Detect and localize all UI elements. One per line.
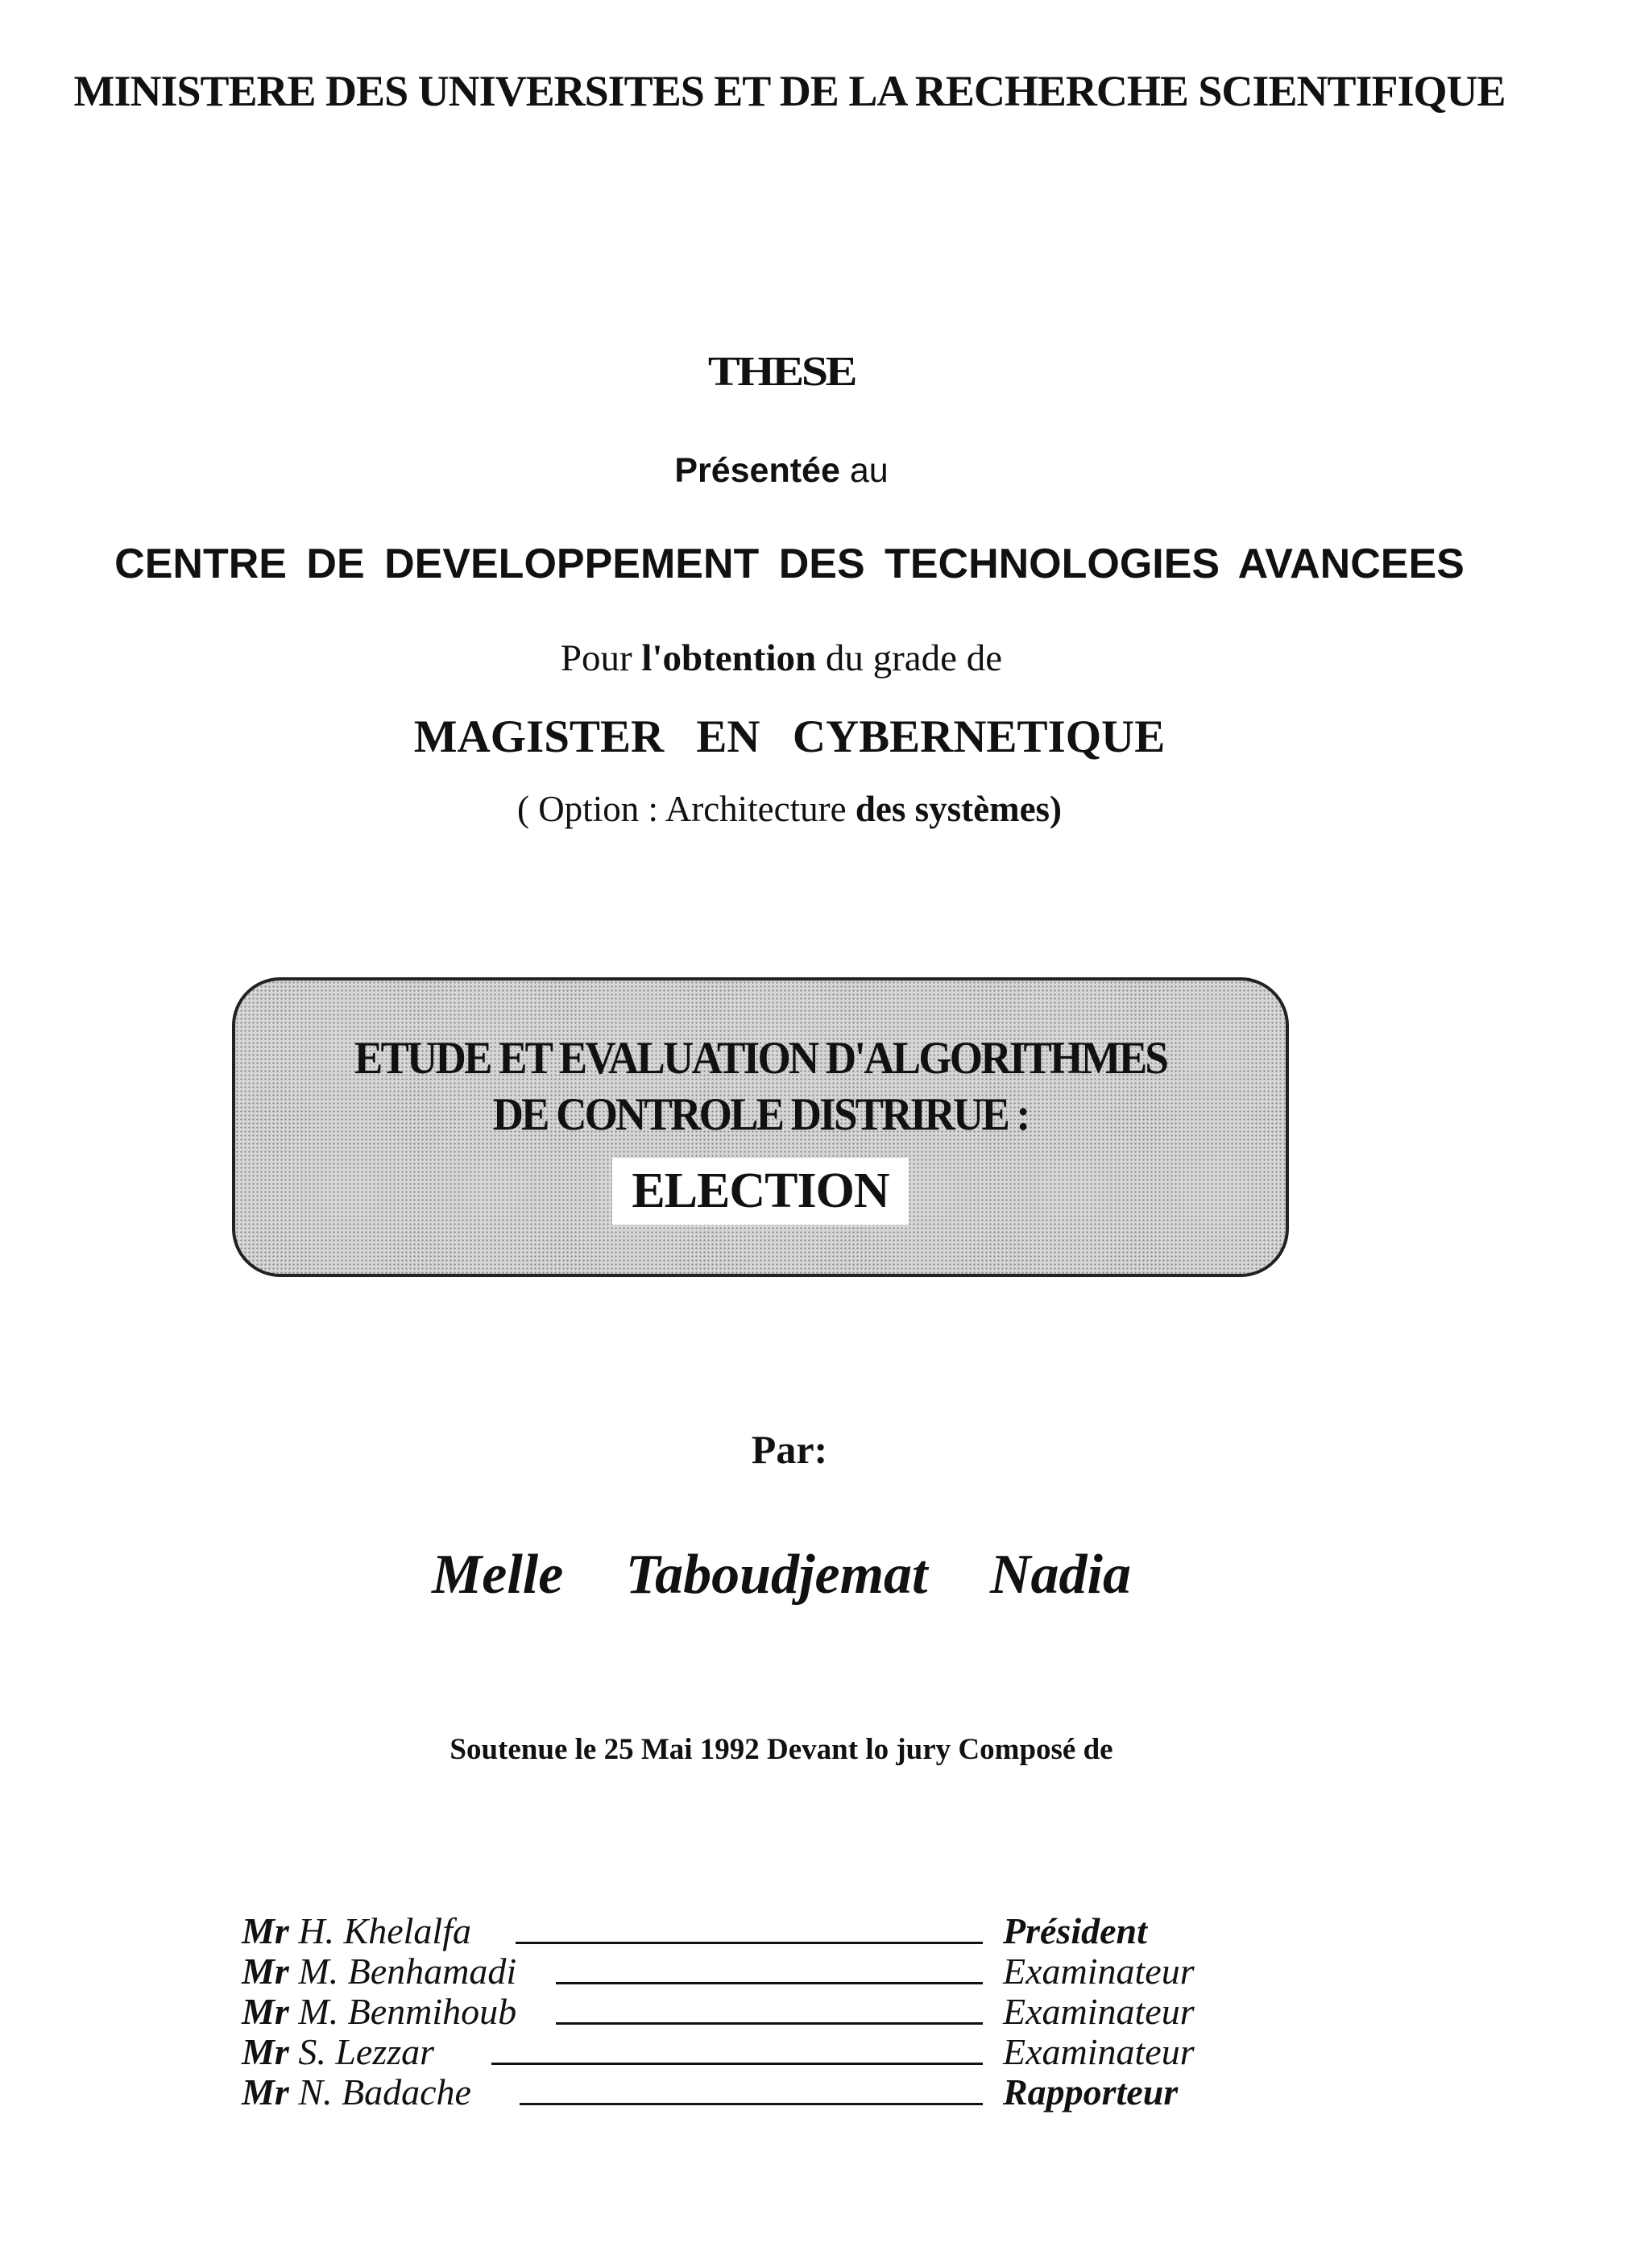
by-label: Par: [751, 1427, 828, 1472]
thesis-title-box [232, 977, 1289, 1277]
jury-member-name: Mr N. Badache [242, 2071, 471, 2113]
jury-leader-line [491, 2063, 983, 2065]
ministry-heading: MINISTERE DES UNIVERSITES ET DE LA RECHERCHE SCIENTIFIQUE [73, 67, 1506, 115]
obtention-bold: l'obtention [641, 637, 817, 679]
degree-title: MAGISTER EN CYBERNETIQUE [413, 711, 1166, 762]
option-line [0, 788, 1579, 830]
thesis-subtitle-wrap [235, 1158, 1286, 1225]
thesis-subtitle: ELECTION [612, 1158, 908, 1225]
defense-statement: Soutenue le 25 Mai 1992 Devant lo jury Composé de [450, 1733, 1113, 1766]
jury-member-role: Rapporteur [1003, 2071, 1179, 2113]
jury-member-name: Mr M. Benhamadi [242, 1951, 517, 1992]
obtention-pre: Pour [560, 637, 642, 679]
obtention-line [0, 636, 1563, 680]
jury-member-role: Examinateur [1003, 2031, 1195, 2072]
jury-leader-line [556, 1982, 983, 1984]
thesis-title-line-1: ETUDE ET EVALUATION D'ALGORITHMES [354, 1033, 1167, 1084]
institution-name: CENTRE DE DEVELOPPEMENT DES TECHNOLOGIES AVANCEES [114, 541, 1465, 587]
jury-member-name: Mr M. Benmihoub [242, 1991, 517, 2032]
jury-leader-line [516, 1942, 983, 1944]
document-type: THESE [707, 349, 856, 395]
option-pre: ( Option : Architecture [516, 789, 856, 829]
presented-bold: Présentée [674, 451, 840, 490]
presented-line [0, 451, 1563, 491]
jury-member-role: Examinateur [1003, 1991, 1195, 2032]
jury-member-name: Mr H. Khelalfa [242, 1910, 471, 1951]
presented-rest: au [839, 451, 889, 490]
obtention-post: du grade de [816, 637, 1003, 679]
jury-member-role: Examinateur [1003, 1951, 1195, 1992]
jury-leader-line [520, 2103, 983, 2105]
jury-leader-line [556, 2022, 983, 2025]
author-name: Melle Taboudjemat Nadia [432, 1544, 1131, 1606]
jury-member-name: Mr S. Lezzar [242, 2031, 435, 2072]
option-bold: des systèmes) [855, 789, 1063, 829]
jury-member-role: Président [1003, 1910, 1147, 1951]
thesis-title-line-2: DE CONTROLE DISTRIRUE : [492, 1089, 1029, 1140]
